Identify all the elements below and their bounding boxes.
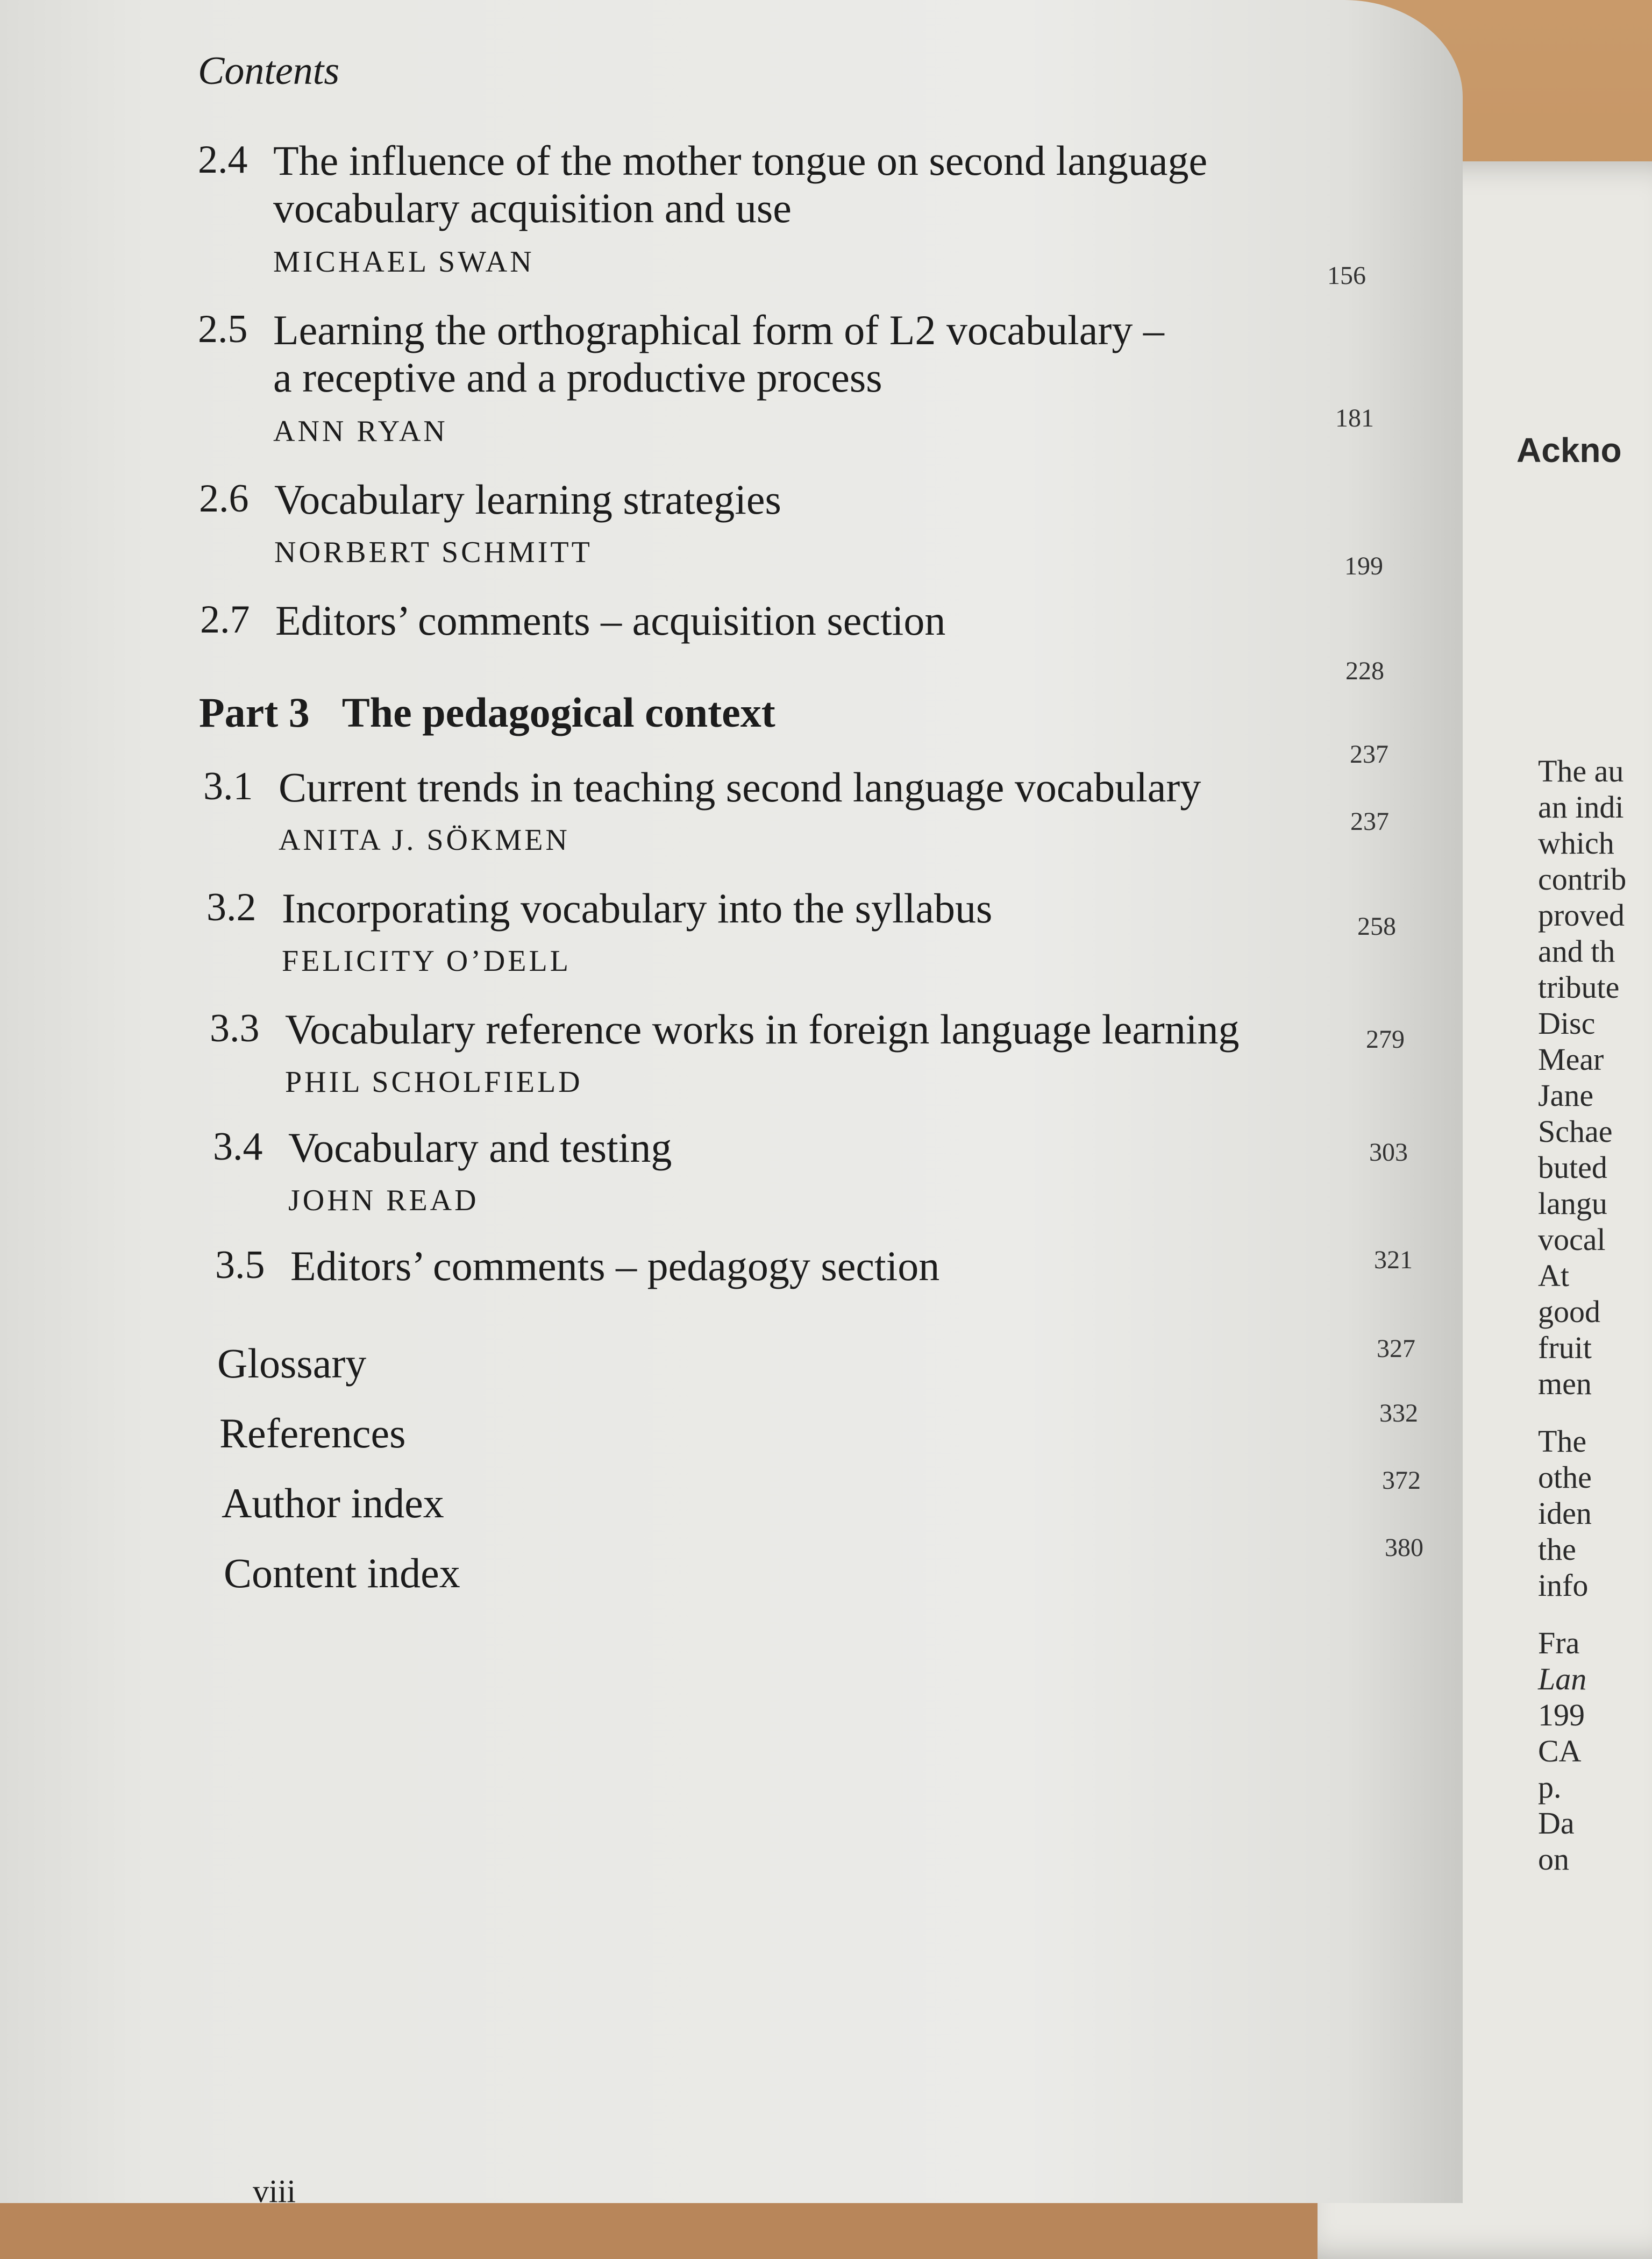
- entry-title-line: Vocabulary learning strategies: [274, 476, 781, 523]
- right-page-fragment: At: [1538, 1258, 1569, 1293]
- right-page-fragment: and th: [1538, 934, 1615, 969]
- right-page-fragment: vocal: [1538, 1222, 1606, 1257]
- right-page-fragment: men: [1538, 1366, 1592, 1401]
- back-matter-page-number: 327: [1377, 1334, 1415, 1363]
- right-page-fragment: Jane: [1538, 1078, 1594, 1113]
- right-page-fragments-top: [1538, 753, 1626, 1402]
- entry-number: 2.7: [200, 598, 250, 642]
- right-page-fragment: The au: [1538, 754, 1624, 788]
- right-page-fragment: on: [1538, 1842, 1569, 1877]
- right-page-fragment: which: [1538, 826, 1614, 861]
- right-page-fragment: good: [1538, 1294, 1600, 1329]
- back-matter-author-index[interactable]: Author index: [222, 1480, 444, 1526]
- entry-page-number: 228: [1345, 657, 1384, 685]
- right-page-fragment: Fra: [1538, 1625, 1580, 1660]
- right-page-fragment: Lan: [1538, 1661, 1587, 1696]
- part-page-number: 237: [1350, 740, 1388, 769]
- entry-title: [285, 1006, 1239, 1053]
- back-matter-page-number: 380: [1385, 1533, 1423, 1562]
- entry-number: 3.4: [213, 1125, 263, 1169]
- entry-page-number: 279: [1366, 1025, 1405, 1054]
- right-page-fragments-bottom: [1538, 1625, 1626, 1877]
- right-page-fragment: info: [1538, 1568, 1589, 1603]
- entry-title: [288, 1124, 672, 1171]
- entry-page-number: 156: [1327, 261, 1366, 290]
- right-page-fragment: othe: [1538, 1460, 1592, 1495]
- entry-title-line: a receptive and a productive process: [273, 354, 882, 401]
- right-page-fragment: fruit: [1538, 1330, 1592, 1365]
- entry-title: [282, 885, 992, 932]
- part-title: The pedagogical context: [341, 689, 775, 736]
- right-page-fragment: langu: [1538, 1186, 1607, 1221]
- entry-number: 3.1: [203, 764, 253, 808]
- right-page-fragment: Disc: [1538, 1006, 1596, 1041]
- back-matter-glossary[interactable]: Glossary: [217, 1340, 367, 1387]
- entry-number: 2.6: [199, 477, 249, 521]
- entry-title-line: The influence of the mother tongue on second language: [273, 137, 1208, 184]
- entry-author: NORBERT SCHMITT: [274, 536, 593, 569]
- right-page-fragment: tribute: [1538, 970, 1620, 1005]
- entry-number: 2.4: [198, 138, 248, 182]
- entry-title-line: Learning the orthographical form of L2 vocabulary –: [273, 307, 1164, 353]
- entry-number: 3.3: [210, 1006, 260, 1050]
- entry-page-number: 303: [1369, 1138, 1408, 1167]
- entry-number: 3.5: [215, 1243, 265, 1287]
- part-heading[interactable]: [199, 688, 775, 737]
- entry-title: [273, 137, 1207, 232]
- right-page-fragment: Mear: [1538, 1042, 1604, 1077]
- entry-page-number: 258: [1357, 912, 1396, 941]
- right-page-heading: Ackno: [1516, 431, 1622, 470]
- right-page-fragment: the: [1538, 1532, 1576, 1567]
- right-page-fragment: The: [1538, 1424, 1587, 1459]
- entry-title-line: Current trends in teaching second language vocabulary: [279, 764, 1201, 811]
- entry-title: [274, 476, 781, 523]
- entry-author: ANITA J. SÖKMEN: [279, 823, 570, 857]
- entry-title: [273, 307, 1164, 401]
- entry-author: JOHN READ: [288, 1184, 479, 1217]
- running-head: Contents: [198, 49, 340, 93]
- entry-author: PHIL SCHOLFIELD: [285, 1065, 583, 1099]
- entry-title: [279, 764, 1201, 811]
- back-matter-page-number: 372: [1382, 1466, 1421, 1495]
- entry-page-number: 181: [1335, 404, 1374, 432]
- entry-author: ANN RYAN: [273, 415, 448, 448]
- right-page-text: [1538, 753, 1626, 1877]
- right-page-fragment: 199: [1538, 1697, 1585, 1732]
- entry-page-number: 199: [1344, 552, 1383, 580]
- right-page-fragment: p.: [1538, 1770, 1562, 1805]
- entry-page-number: 321: [1374, 1246, 1413, 1274]
- right-page-fragment: an indi: [1538, 790, 1624, 825]
- entry-title-line: Editors’ comments – pedagogy section: [290, 1242, 940, 1289]
- right-page-fragment: Schae: [1538, 1114, 1613, 1149]
- right-page-fragment: CA: [1538, 1734, 1582, 1768]
- back-matter-references[interactable]: References: [219, 1410, 406, 1457]
- back-matter-page-number: 332: [1379, 1399, 1418, 1427]
- right-page-fragments-mid: [1538, 1423, 1626, 1603]
- entry-author: MICHAEL SWAN: [273, 245, 535, 279]
- entry-title: [290, 1242, 939, 1290]
- entry-number: 3.2: [206, 885, 257, 929]
- part-label: Part 3: [199, 689, 310, 736]
- entry-title-line: Editors’ comments – acquisition section: [275, 597, 946, 644]
- entry-title: [275, 597, 945, 644]
- right-page-fragment: buted: [1538, 1150, 1607, 1185]
- entry-title-line: Vocabulary reference works in foreign language learning: [285, 1006, 1240, 1053]
- page-folio: viii: [253, 2173, 296, 2209]
- right-page-fragment: Da: [1538, 1806, 1575, 1841]
- right-page-fragment: contrib: [1538, 862, 1627, 897]
- right-page-fragment: iden: [1538, 1496, 1592, 1531]
- entry-page-number: 237: [1350, 807, 1389, 836]
- right-page-fragment: proved: [1538, 898, 1625, 933]
- entry-number: 2.5: [198, 307, 248, 351]
- entry-title-line: Incorporating vocabulary into the syllabus: [282, 885, 993, 932]
- entry-title-line: Vocabulary and testing: [288, 1124, 672, 1171]
- entry-author: FELICITY O’DELL: [282, 944, 571, 978]
- back-matter-content-index[interactable]: Content index: [224, 1550, 460, 1596]
- entry-title-line: vocabulary acquisition and use: [273, 184, 792, 231]
